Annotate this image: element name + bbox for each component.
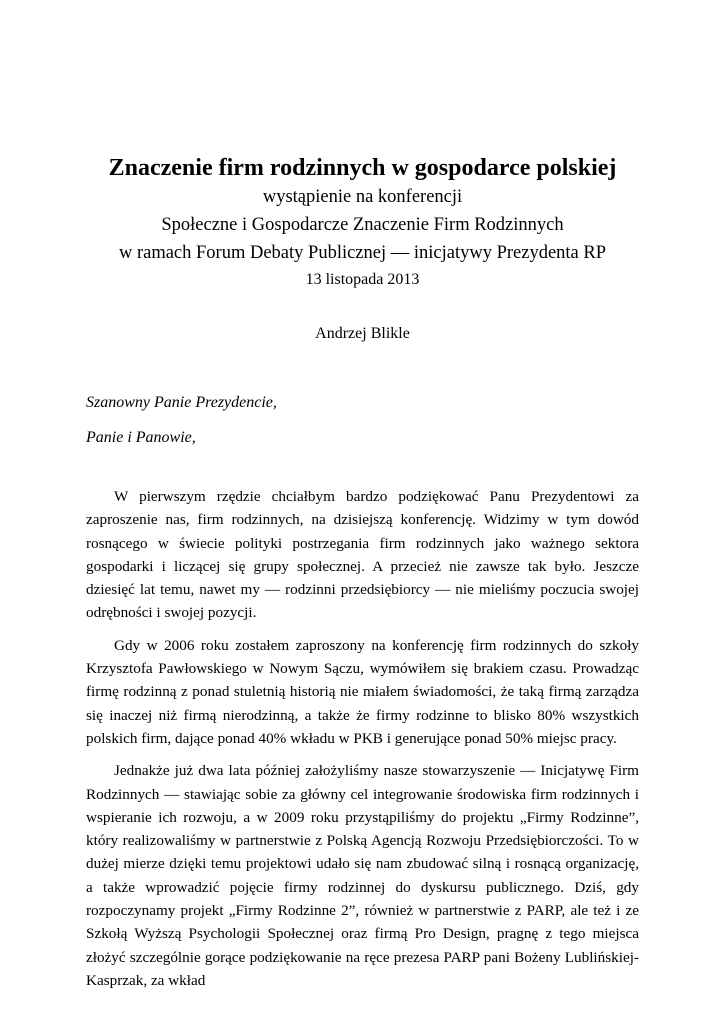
subtitle-line: Społeczne i Gospodarcze Znaczenie Firm Rodzinnych bbox=[161, 215, 564, 235]
subtitle-line: wystąpienie na konferencji bbox=[262, 187, 463, 207]
document-body bbox=[86, 485, 639, 992]
author-name: Andrzej Blikle bbox=[315, 325, 410, 342]
document-title: Znaczenie firm rodzinnych w gospodarce polskiej bbox=[108, 155, 617, 181]
body-paragraph: W pierwszym rzędzie chciałbym bardzo podziękować Panu Prezydentowi za zaproszenie nas, firm rodzinnych, na dzisiejszą konferencję. Widzimy w tym dowód rosnącego w świecie polityki postrzegania firm rodzinnych jako ważnego sektora gospodarki i liczącej się grupy społecznej. A przecież nie zawsze tak było. Jeszcze dziesięć lat temu, nawet my — rodzinni przedsiębiorcy — nie mieliśmy poczucia swojej odrębności i swojej pozycji. bbox=[86, 488, 639, 622]
body-paragraph: Jednakże już dwa lata później założyliśmy nasze stowarzyszenie — Inicjatywę Firm Rodzinnych — stawiając sobie za główny cel integrowanie środowiska firm rodzinnych i wspieranie ich rozwoju, a w 2009 roku przystąpiliśmy do projektu „Firmy Rodzinne”, który realizowaliśmy w partnerstwie z Polską Agencją Rozwoju Przedsiębiorczości. To w dużej mierze dzięki temu projektowi udało się nam zbudować silną i rosnącą organizację, a także wprowadzić pojęcie firmy rodzinnej do dyskursu publicznego. Dziś, gdy rozpoczynamy projekt „Firmy Rodzinne 2”, również w partnerstwie z PARP, ale też i ze Szkołą Wyższą Psychologii Społecznej oraz firmą Pro Design, pragnę z tego miejsca złożyć szczególnie gorące podziękowanie na ręce prezesa PARP pani Bożeny Lublińskiej-Kasprzak, za wkład bbox=[86, 762, 639, 989]
body-paragraph: Gdy w 2006 roku zostałem zaproszony na konferencję firm rodzinnych do szkoły Krzysztofa Pawłowskiego w Nowym Sączu, wymówiłem się brakiem czasu. Prowadząc firmę rodzinną z ponad stuletnią historią nie miałem świadomości, że taką firmą zarządza się inaczej niż firmą nierodzinną, a także że firmy rodzinne to blisko 80% wszystkich polskich firm, dające ponad 40% wkładu w PKB i generujące ponad 50% miejsc pracy. bbox=[86, 636, 639, 747]
salutation-line: Panie i Panowie, bbox=[86, 429, 196, 446]
salutation-line: Szanowny Panie Prezydencie, bbox=[86, 394, 277, 411]
document-date: 13 listopada 2013 bbox=[305, 271, 420, 288]
subtitle-line: w ramach Forum Debaty Publicznej — inicjatywy Prezydenta RP bbox=[118, 243, 607, 263]
